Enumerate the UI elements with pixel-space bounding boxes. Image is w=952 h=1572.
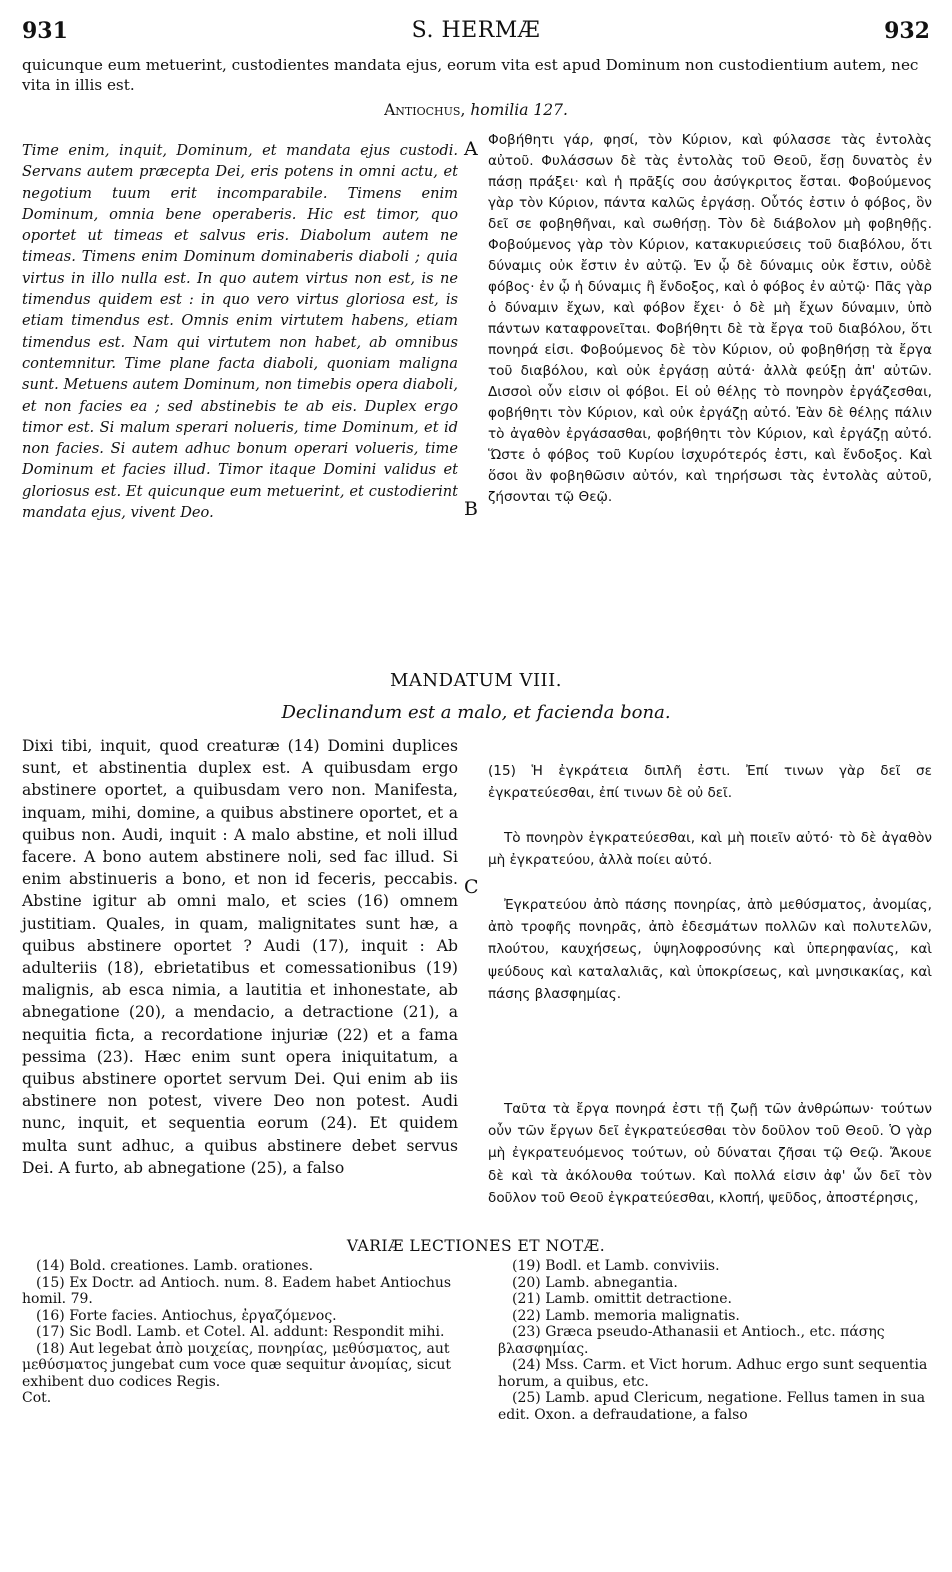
greek-paragraph: Ἐγκρατεύου ἀπὸ πάσης πονηρίας, ἀπὸ μεθύσματος, ἀνομίας, ἀπὸ τροφῆς πονηρᾶς, ἀπὸ ἐδεσμάτων πολλῶν καὶ πολυτελῶν, πλούτου, καυχήσεως, ὑψηλοφροσύνης καὶ ὑπερηφανίας, καὶ ψεύδους καὶ καταλαλιᾶς, καὶ ὑποκρίσεως, καὶ μνησικακίας, καὶ πάσης βλασφημίας. xyxy=(488,896,932,1003)
note-item: (20) Lamb. abnegantia. xyxy=(512,1274,678,1291)
note-item: (24) Mss. Carm. et Vict horum. Adhuc ergo sunt sequentia horum, a quibus, etc. xyxy=(498,1357,928,1390)
greek-paragraph: Ταῦτα τὰ ἔργα πονηρά ἐστι τῇ ζωῇ τῶν ἀνθρώπων· τούτων οὖν τῶν ἔργων δεῖ ἐγκρατεύεσθαι τὸν δοῦλον τοῦ Θεοῦ. Ὁ γὰρ μὴ ἐγκρατευόμενος τούτων, οὐ δύναται ζῆσαι τῷ Θεῷ. Ἄκουε δὲ καὶ τὰ ἀκόλουθα τούτων. Καὶ πολλά εἰσιν ἀφ' ὧν δεῖ τὸν δοῦλον τοῦ Θεοῦ ἐγκρατεύεσθαι, κλοπή, ψεῦδος, ἀποστέρησις, xyxy=(488,1100,932,1207)
mandatum-title: MANDATUM VIII. xyxy=(389,670,562,691)
note-item: (19) Bodl. et Lamb. conviviis. xyxy=(512,1258,720,1274)
page-number-right: 932 xyxy=(884,18,930,44)
note-item: (17) Sic Bodl. Lamb. et Cotel. Al. addunt: Respondit mihi. xyxy=(36,1324,445,1340)
note-item: (23) Græca pseudo-Athanasii et Antioch., etc. πάσης βλασφημίας. xyxy=(498,1324,885,1357)
running-title: S. HERMÆ xyxy=(411,18,541,43)
margin-letter-c: C xyxy=(464,876,479,898)
note-item: Cot. xyxy=(22,1390,52,1406)
margin-letter-a: A xyxy=(464,138,478,160)
latin-column-bottom: Dixi tibi, inquit, quod creaturæ (14) Domini duplices sunt, et abstinentia duplex est. A quibusdam ergo abstinere oportet, a quibusdam vero non. Manifesta, inquam, mihi, domine, a quibus abstinere oportet, et a quibus non. Audi, inquit : A malo abstine, et noli illud facere. A bono autem abstinere noli, sed fac illud. Si enim abstinueris a bono, et non id feceris, peccabis. Abstine igitur ab omni malo, et scies (16) omnem justitiam. Quales, in quam, malignitates sunt hæ, a quibus abstinere oportet ? Audi (17), inquit : Ab adulteriis (18), ebrietatibus et comessationibus (19) malignis, ab esca nimia, a lautitia et inhonestate, ab abnegatione (20), a mendacio, a detractione (21), a nequitia ficta, a recordatione injuriæ (22) et a fama pessima (23). Hæc enim sunt opera iniquitatum, a quibus abstinere oportet servum Dei. Qui enim ab iis abstinere non potest, vivere Deo non potest. Audi nunc, inquit, et sequentia eorum (24). Et quidem multa sunt adhuc, a quibus abstinere debet servus Dei. A furto, ab abnegatione (25), a falso xyxy=(22,737,458,1177)
note-item: (21) Lamb. omittit detractione. xyxy=(512,1291,732,1307)
note-item: (16) Forte facies. Antiochus, ἐργαζόμενος. xyxy=(36,1307,337,1324)
intro-paragraph: quicunque eum metuerint, custodientes mandata ejus, eorum vita est apud Dominum non custodientium autem, nec vita in illis est. xyxy=(22,56,919,94)
greek-column-bottom xyxy=(488,760,932,1210)
note-item: (18) Aut legebat ἀπὸ μοιχείας, πονηρίας, μεθύσματος, aut μεθύσματος jungebat cum voce quæ sequitur ἀνομίας, sicut exhibent duo codices Regis. xyxy=(22,1340,451,1390)
greek-paragraph: Τὸ πονηρὸν ἐγκρατεύεσθαι, καὶ μὴ ποιεῖν αὐτό· τὸ δὲ ἀγαθὸν μὴ ἐγκρατεύου, ἀλλὰ ποίει αὐτό. xyxy=(488,829,932,869)
attribution: Antiochus, homilia 127. xyxy=(384,101,568,119)
notes-left-column xyxy=(22,1258,454,1407)
notes-right-column xyxy=(498,1258,932,1423)
latin-column-top: Time enim, inquit, Dominum, et mandata ejus custodi. Servans autem præcepta Dei, eris potens in omni actu, et negotium tuum erit incomparabile. Timens enim Dominum, omnia bene operaberis. Hic est timor, quo oportet ut timeas et salvus eris. Diabolum autem ne timeas. Timens enim Dominum dominaberis diaboli ; quia virtus in illo nulla est. In quo autem virtus non est, is ne timendus quidem est : in quo vero virtus gloriosa est, is etiam timendus est. Omnis enim virtutem habens, etiam timendus est. Nam qui virtutem non habet, ab omnibus contemnitur. Time plane facta diaboli, quoniam maligna sunt. Metuens autem Dominum, non timebis opera diaboli, et non facies ea ; sed abstinebis te ab eis. Duplex ergo timor est. Si malum sperari nolueris, time Dominum, et id non facies. Si autem adhuc bonum operari volueris, time Dominum et facies illud. Timor itaque Domini validus et gloriosus est. Et quicunque eum metuerint, et custodierint mandata ejus, vivent Deo. xyxy=(22,142,458,522)
note-item: (15) Ex Doctr. ad Antioch. num. 8. Eadem habet Antiochus homil. 79. xyxy=(22,1274,452,1307)
notes-heading: VARIÆ LECTIONES ET NOTÆ. xyxy=(346,1237,606,1255)
greek-column-top: Φοβήθητι γάρ, φησί, τὸν Κύριον, καὶ φύλασσε τὰς ἐντολὰς αὐτοῦ. Φυλάσσων δὲ τὰς ἐντολὰς τοῦ Θεοῦ, ἔσῃ δυνατὸς ἐν πάσῃ πράξει· καὶ ἡ πρᾶξίς σου ἀσύγκριτος ἔσται. Φοβούμενος γὰρ τὸν Κύριον, πάντα καλῶς ἐργάσῃ. Οὗτός ἐστιν ὁ φόβος, ὃν δεῖ σε φοβηθῆναι, καὶ σωθήσῃ. Τὸν δὲ διάβολον μὴ φοβηθῇς. Φοβούμενος γὰρ τὸν Κύριον, κατακυριεύσεις τοῦ διαβόλου, ὅτι δύναμις οὐκ ἔστιν ἐν αὐτῷ. Ἐν ᾧ δὲ δύναμις οὐκ ἔστιν, οὐδὲ φόβος· ἐν ᾧ ἡ δύναμις ἢ ἔνδοξος, καὶ ὁ φόβος ἐν αὐτῷ· Πᾶς γὰρ ὁ δύναμιν ἔχων, καὶ φόβον ἔχει· ὁ δὲ μὴ ἔχων δύναμιν, ὑπὸ πάντων καταφρονεῖται. Φοβήθητι δὲ τὰ ἔργα τοῦ διαβόλου, ὅτι πονηρά εἰσι. Φοβούμενος δὲ τὸν Κύριον, οὐ φοβηθήσῃ τὰ ἔργα τοῦ διαβόλου, καὶ οὐκ ἐργάσῃ αὐτά· ἀλλὰ φεύξῃ ἀπ' αὐτῶν. Δισσοὶ οὖν εἰσιν οἱ φόβοι. Εἰ οὐ θέλῃς τὸ πονηρὸν ἐργάζεσθαι, φοβήθητι τὸν Κύριον, καὶ οὐκ ἐργάζῃ αὐτό. Ἐὰν δὲ θέλῃς πάλιν τὸ ἀγαθὸν ἐργάσασθαι, φοβήθητι τὸν Κύριον, καὶ ἐργάζῃ αὐτό. Ὥστε ὁ φόβος τοῦ Κυρίου ἰσχυρότερός ἐστι, καὶ ἔνδοξος. Καὶ ὅσοι ἂν φοβηθῶσιν αὐτόν, καὶ τηρήσωσι τὰς ἐντολὰς αὐτοῦ, ζήσονται τῷ Θεῷ. xyxy=(488,132,932,505)
note-item: (22) Lamb. memoria malignatis. xyxy=(512,1307,740,1324)
greek-paragraph: (15) Ἡ ἐγκράτεια διπλῆ ἐστι. Ἐπί τινων γὰρ δεῖ σε ἐγκρατεύεσθαι, ἐπί τινων δὲ οὐ δεῖ. xyxy=(488,763,932,802)
attribution-source: homilia 127. xyxy=(470,101,568,119)
note-item: (14) Bold. creationes. Lamb. orationes. xyxy=(36,1258,314,1274)
mandatum-subtitle: Declinandum est a malo, et facienda bona. xyxy=(281,702,671,723)
attribution-name: Antiochus xyxy=(384,101,461,119)
margin-letter-b: B xyxy=(464,498,478,520)
page-number-left: 931 xyxy=(22,18,68,44)
page-header xyxy=(22,18,930,52)
note-item: (25) Lamb. apud Clericum, negatione. Fellus tamen in sua edit. Oxon. a defraudatione, a falso xyxy=(498,1390,926,1423)
